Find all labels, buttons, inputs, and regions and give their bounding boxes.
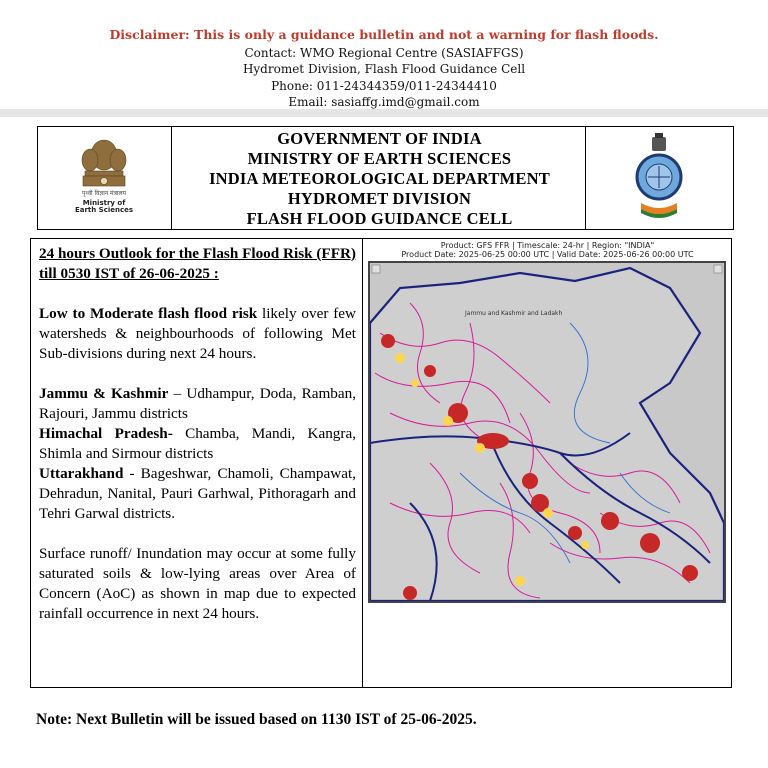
risk-description: likely over few watersheds & neighbourhoods of following Met Sub-divisions during next 24 hours. xyxy=(39,305,356,362)
jk-text: – Udhampur, Doda, Ramban, Rajouri, Jammu districts xyxy=(39,385,357,422)
ffr-risk-map[interactable] xyxy=(370,263,724,601)
hp-label: Himachal Pradesh- xyxy=(39,425,173,442)
map-caption-dates: Product Date: 2025-06-25 00:00 UTC | Valid Date: 2025-06-26 00:00 UTC xyxy=(401,250,694,259)
next-bulletin-note: Note: Next Bulletin will be issued based on 1130 IST of 25-06-2025. xyxy=(36,711,477,728)
agency-header xyxy=(37,126,734,230)
risk-paragraph xyxy=(39,304,356,364)
email-text: Email: sasiaffg.imd@gmail.com xyxy=(288,95,480,109)
risk-level: Low to Moderate flash flood risk xyxy=(39,305,258,322)
outlook-panel xyxy=(30,238,363,688)
uk-label: Uttarakhand xyxy=(39,465,124,482)
agency-line-1: GOVERNMENT OF INDIA xyxy=(277,129,482,148)
contact-text: Contact: WMO Regional Centre (SASIAFFGS) xyxy=(244,46,524,60)
jk-label: Jammu & Kashmir xyxy=(39,385,169,402)
runoff-paragraph: Surface runoff/ Inundation may occur at some fully saturated soils & low-lying areas over Area of Concern (AoC) as shown in map due to expected rainfall occurrence in next 24 hours. xyxy=(39,545,356,622)
ashoka-emblem-icon xyxy=(38,127,170,227)
agency-line-5: FLASH FLOOD GUIDANCE CELL xyxy=(246,209,513,228)
agency-line-4: HYDROMET DIVISION xyxy=(287,189,472,208)
separator-band xyxy=(0,109,768,117)
svg-text:पृथ्वी विज्ञान मंत्रालय: पृथ्वी विज्ञान मंत्रालय xyxy=(81,190,127,197)
agency-line-3: INDIA METEOROLOGICAL DEPARTMENT xyxy=(209,169,550,188)
disclaimer-text: Disclaimer: This is only a guidance bulletin and not a warning for flash floods. xyxy=(109,27,659,42)
uk-districts xyxy=(39,464,356,524)
jk-districts xyxy=(39,384,356,424)
map-caption-product: Product: GFS FFR | Timescale: 24-hr | Region: "INDIA" xyxy=(440,241,655,250)
division-text: Hydromet Division, Flash Flood Guidance Cell xyxy=(242,62,526,76)
uk-text: - Bageshwar, Chamoli, Champawat, Dehradun, Nanital, Pauri Garhwal, Pithoragarh and Tehri Garwal districts. xyxy=(39,465,356,522)
hp-text: Chamba, Mandi, Kangra, Shimla and Sirmour districts xyxy=(39,425,356,462)
map-label-jk: Jammu and Kashmir and Ladakh xyxy=(465,310,563,317)
region-outline xyxy=(370,268,724,601)
map-panel xyxy=(363,238,732,688)
svg-text:Earth Sciences: Earth Sciences xyxy=(74,206,134,214)
phone-text: Phone: 011-24344359/011-24344410 xyxy=(271,79,497,93)
outlook-title: 24 hours Outlook for the Flash Flood Risk (FFR) till 0530 IST of 26-06-2025 : xyxy=(39,245,356,282)
hp-districts xyxy=(39,424,356,464)
ffr-map[interactable] xyxy=(368,261,726,603)
svg-text:Ministry of: Ministry of xyxy=(82,199,126,207)
map-zoom-icon[interactable] xyxy=(714,265,722,273)
districts-paragraph xyxy=(39,384,356,524)
imd-emblem-icon xyxy=(586,127,732,227)
agency-line-2: MINISTRY OF EARTH SCIENCES xyxy=(247,149,512,168)
imd-logo xyxy=(585,127,733,229)
moes-logo xyxy=(38,127,172,229)
map-scroll-up-icon[interactable] xyxy=(372,265,380,273)
